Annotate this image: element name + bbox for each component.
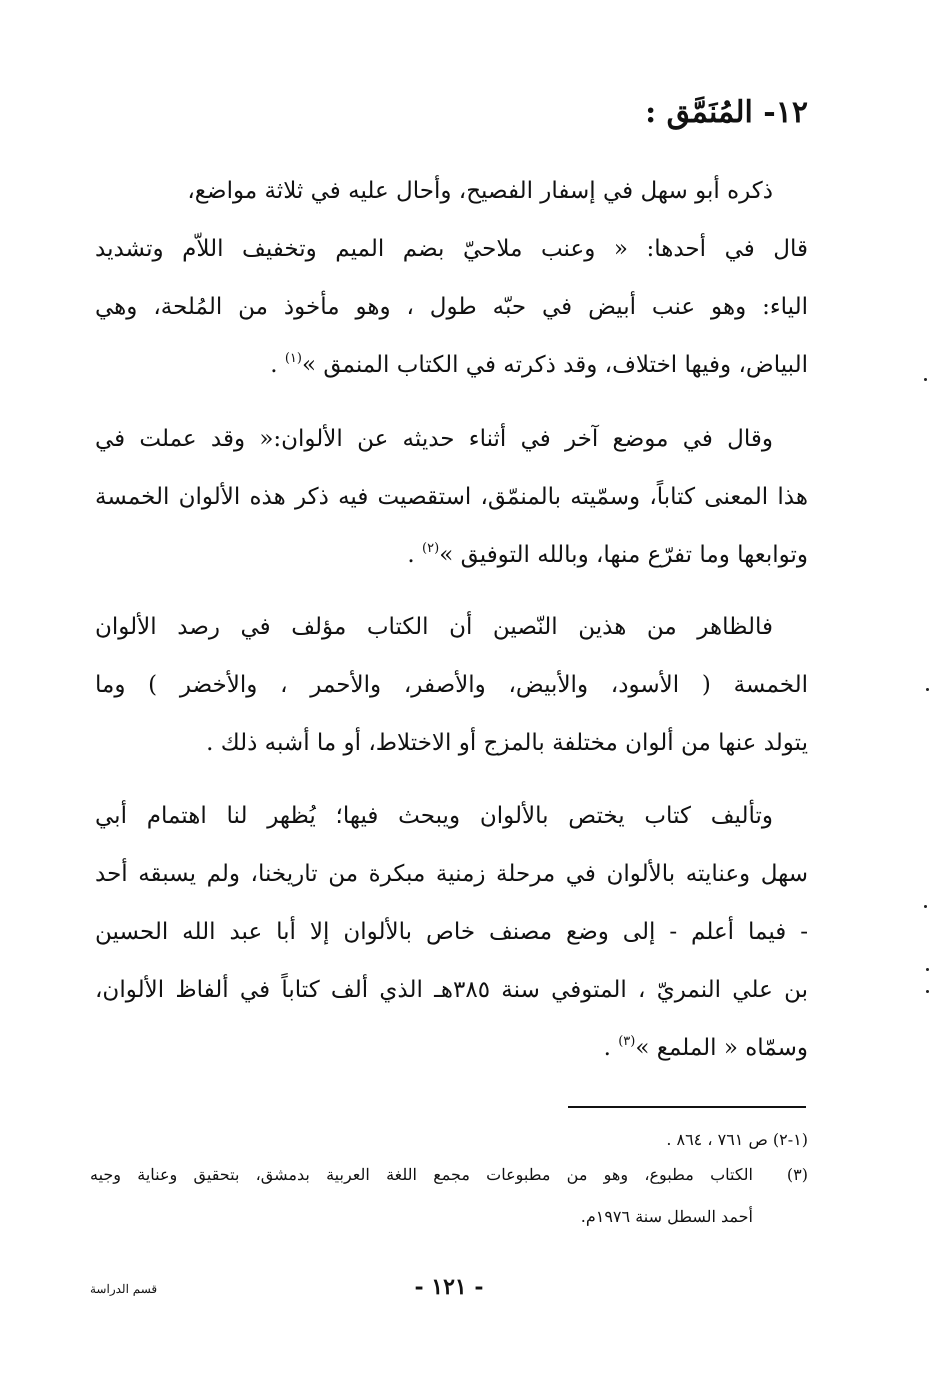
line-text: البياض، وفيها اختلاف، وقد ذكرته في الكتاب المنمق » [301,352,808,378]
line-text: وسمّاه « الملمع » [635,1035,808,1061]
paragraph-line: الياء: وهو عنب أبيض في حبّه طول ، وهو مأخوذ من المُلحة، وهي [95,294,808,320]
paragraph-last-line [270,336,808,394]
paragraph-line: فالظاهر من هذين النّصين أن الكتاب مؤلف في رصد الألوان [95,614,773,640]
section-label: قسم الدراسة [90,1282,158,1296]
footnote-separator [568,1106,806,1108]
paragraph-line: قال في أحدها: « وعنب ملاحيّ بضم الميم وتخفيف اللاّم وتشديد [95,236,808,262]
footnote-ref: (٢) [422,541,440,556]
paragraph-line: سهل وعنايته بالألوان في مرحلة زمنية مبكرة من تاريخنا، ولم يسبقه أحد [95,861,808,887]
footnote-3-line-2: أحمد السطل سنة ١٩٧٦م. [580,1207,753,1226]
paragraph-last-line [604,1019,808,1077]
paragraph-line: وقال في موضع آخر في أثناء حديثه عن الألوان:« وقد عملت في [95,426,773,452]
footnote-ref: (١) [284,351,302,366]
paragraph-line: بن علي النمريّ ، المتوفي سنة ٣٨٥هـ الذي ألف كتاباً في ألفاظ الألوان، [95,977,808,1003]
scan-speck [926,688,929,691]
footnote-ref: (٣) [618,1034,636,1049]
section-heading: ١٢- المُنَمَّق : [645,95,808,130]
paragraph-line: ذكره أبو سهل في إسفار الفصيح، وأحال عليه في ثلاثة مواضع، [187,178,773,204]
line-end: . [603,1035,619,1061]
scan-speck [924,378,927,381]
page-number: - ١٢١ - [414,1274,484,1300]
paragraph-line: الخمسة ( الأسود، والأبيض، والأصفر، والأحمر ، والأخضر ) وما [95,672,808,698]
footnote-3-line-1: الكتاب مطبوع، وهو من مطبوعات مجمع اللغة العربية بدمشق، بتحقيق وعناية وجيه [90,1165,754,1184]
paragraph-line: هذا المعنى كتاباً، وسمّيته بالمنمّق، استقصيت فيه ذكر هذه الألوان الخمسة [95,484,808,510]
line-text: وتوابعها وما تفرّع منها، وبالله التوفيق » [439,542,808,568]
footnote-1-2: (١-٢) ص ٧٦١ ، ٨٦٤ . [666,1130,808,1149]
scan-speck [926,990,929,993]
paragraph-last-line: يتولد عنها من ألوان مختلفة بالمزج أو الاختلاط، أو ما أشبه ذلك . [206,730,808,756]
footnote-3-number: (٣) [786,1165,808,1184]
paragraph-line: - فيما أعلم - إلى وضع مصنف خاص بالألوان إلا أبا عبد الله الحسين [95,919,808,945]
scan-speck [926,968,929,971]
line-end: . [270,352,285,378]
paragraph-last-line [407,526,808,584]
line-end: . [407,542,423,568]
scan-speck [924,905,927,908]
paragraph-line: وتأليف كتاب يختص بالألوان ويبحث فيها؛ يُظهر لنا اهتمام أبي [95,803,773,829]
